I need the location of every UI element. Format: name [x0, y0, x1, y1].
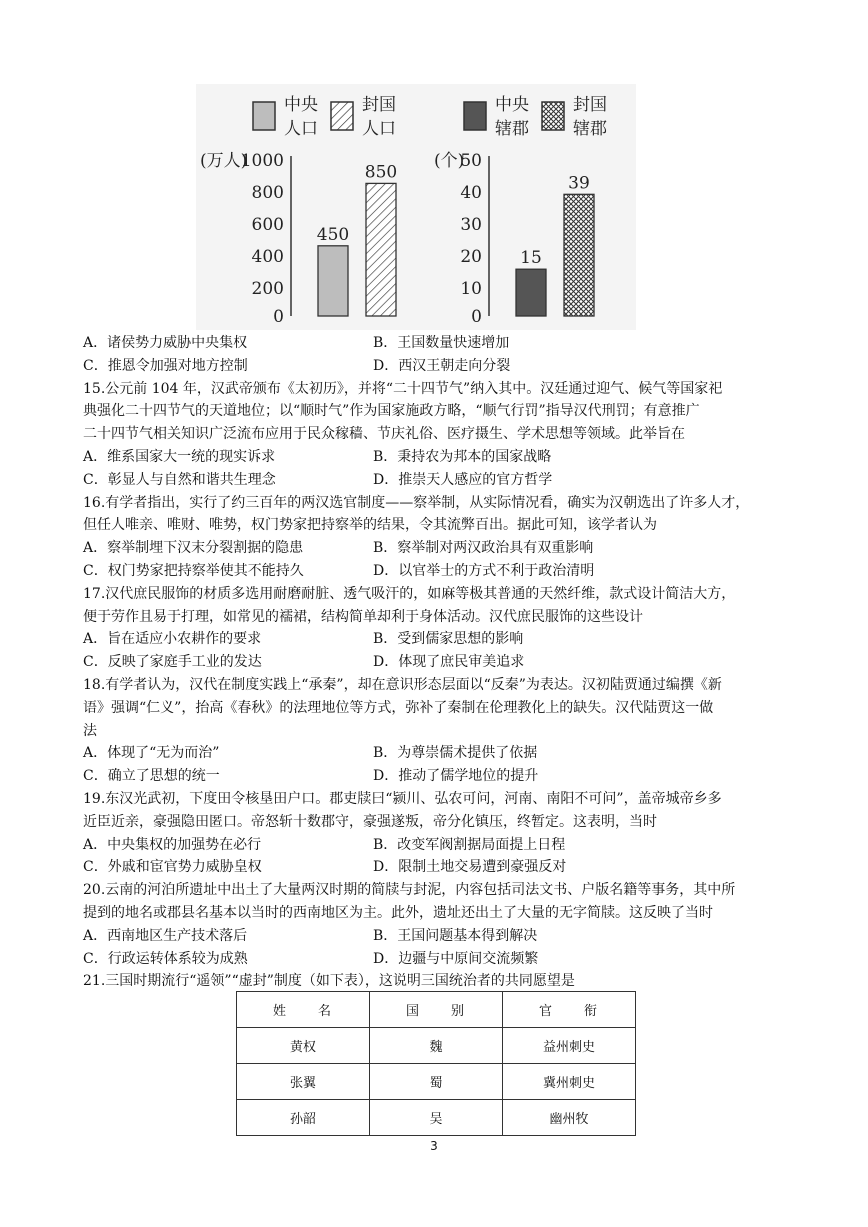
q17-stem-line1: 17.汉代庶民服饰的材质多选用耐磨耐脏、透气吸汗的，如麻等极其普通的天然纤维，款式设计简洁大方，: [83, 585, 736, 602]
chart2-tick-40: 40: [460, 183, 482, 203]
chart1-bar-fief-population: [366, 183, 396, 316]
q17-stem-line2: 便于劳作且易于打理，如常见的襦裙，结构简单却利于身体活动。汉代庶民服饰的这些设计: [83, 608, 643, 625]
q18-stem-line3: 法: [83, 722, 97, 739]
q15-stem-line1: 15.公元前 104 年，汉武帝颁布《太初历》，并将“二十四节气”纳入其中。汉廷通过迎气、候气等国家祀: [83, 380, 723, 397]
q19-options-row1: [83, 834, 793, 857]
table-cell-state: 吴: [370, 1100, 503, 1136]
table-cell-state: 魏: [370, 1028, 503, 1064]
q18-option-d[interactable]: D．推动了儒学地位的提升: [373, 768, 539, 785]
chart2-value-central: 15: [520, 248, 542, 269]
q20-stem-line2: 提到的地名或郡县名基本以当时的西南地区为主。此外，遗址还出土了大量的无字简牍。这反映了当时: [83, 904, 713, 921]
q18-option-a[interactable]: A．体现了“无为而治”: [83, 745, 220, 762]
q15-option-d[interactable]: D．推崇天人感应的官方哲学: [373, 471, 553, 488]
table-row: [237, 1100, 636, 1136]
population-and-commandery-charts: [196, 84, 636, 330]
legend-swatch-fief-commanderies: [542, 102, 564, 130]
legend-label-fief-population-2: 人口: [362, 119, 396, 139]
table-cell-title: 幽州牧: [503, 1100, 636, 1136]
chart2-tick-10: 10: [460, 279, 482, 299]
chart1-value-fief: 850: [364, 162, 398, 183]
chart1-tick-600: 600: [251, 215, 284, 235]
q16-options-row2: [83, 560, 793, 583]
q14-option-a[interactable]: A．诸侯势力威胁中央集权: [83, 335, 248, 351]
legend-swatch-central-population: [253, 102, 275, 130]
q21-stem-line1: 21.三国时期流行“遥领”“虚封”制度（如下表），这说明三国统治者的共同愿望是: [83, 973, 575, 990]
q17-options-row2: [83, 651, 793, 674]
q14-options-row2: [83, 355, 793, 378]
charts-svg: [196, 84, 636, 330]
q20-stem-line1: 20.云南的河泊所遗址中出土了大量两汉时期的简牍与封泥，内容包括司法文书、户版名籍等事务，其中所: [83, 882, 736, 899]
page-number: 3: [430, 1139, 438, 1153]
q19-option-c[interactable]: C．外戚和宦官势力威胁皇权: [83, 859, 262, 876]
q17-option-a[interactable]: A．旨在适应小农耕作的要求: [83, 631, 262, 648]
q21-table: [236, 991, 636, 1136]
table-header-title: 官 衔: [503, 992, 636, 1028]
q15-option-b[interactable]: B．秉持农为邦本的国家战略: [373, 448, 552, 465]
legend-label-central-population-1: 中央: [284, 95, 318, 115]
q17-option-c[interactable]: C．反映了家庭手工业的发达: [83, 654, 262, 671]
q20-options-row1: [83, 925, 793, 948]
table-header-row: [237, 992, 636, 1028]
q20-option-d[interactable]: D．边疆与中原间交流频繁: [373, 950, 539, 967]
chart1-tick-400: 400: [251, 247, 284, 267]
q19-stem-line2: 近臣近亲，豪强隐田匿口。帝怒斩十数郡守，豪强遂叛，帝分化镇压，终暂定。这表明，当时: [83, 813, 657, 830]
q19-option-d[interactable]: D．限制土地交易遭到豪强反对: [373, 859, 567, 876]
q16-stem-line2: 但任人唯亲、唯财、唯势，权门势家把持察举的结果，令其流弊百出。据此可知，该学者认为: [83, 517, 657, 534]
q18-stem-line1: 18.有学者认为，汉代在制度实践上“承秦”，却在意识形态层面以“反秦”为表达。汉初陆贾通过编撰《新: [83, 676, 722, 693]
q18-options-row1: [83, 742, 793, 765]
q16-option-a[interactable]: A．察举制埋下汉末分裂割据的隐患: [83, 540, 304, 557]
q18-options-row2: [83, 765, 793, 788]
chart1-value-central: 450: [316, 224, 350, 245]
q16-option-c[interactable]: C．权门势家把持察举使其不能持久: [83, 562, 304, 579]
table-header-state: 国 别: [370, 992, 503, 1028]
chart1-bar-central-population: [318, 246, 348, 316]
legend-label-central-commanderies-2: 辖郡: [495, 119, 529, 139]
questions-body: [83, 332, 793, 993]
q15-option-a[interactable]: A．维系国家大一统的现实诉求: [83, 448, 276, 465]
chart1-tick-200: 200: [251, 279, 284, 299]
q15-option-c[interactable]: C．彰显人与自然和谐共生理念: [83, 471, 276, 488]
legend-swatch-central-commanderies: [464, 102, 486, 130]
q18-stem-line2: 语》强调“仁义”，抬高《春秋》的法理地位等方式，弥补了秦制在伦理教化上的缺失。汉代陆贾这一做: [83, 699, 714, 716]
chart2-tick-20: 20: [460, 247, 482, 267]
chart2-tick-50: 50: [460, 151, 482, 171]
table-cell-name: 黄权: [237, 1028, 370, 1064]
q19-options-row2: [83, 856, 793, 879]
q15-stem-line2: 典强化二十四节气的天道地位；以“顺时气”作为国家施政方略，“顺气行罚”指导汉代刑罚；有意推广: [83, 403, 700, 420]
legend-label-central-commanderies-1: 中央: [495, 95, 529, 115]
q21-table-wrapper: [236, 991, 636, 1136]
q17-option-d[interactable]: D．体现了庶民审美追求: [373, 654, 525, 671]
table-row: [237, 1028, 636, 1064]
q15-options-row1: [83, 446, 793, 469]
q16-option-d[interactable]: D．以官举士的方式不利于政治清明: [373, 562, 595, 579]
q17-option-b[interactable]: B．受到儒家思想的影响: [373, 631, 524, 648]
chart2-tick-30: 30: [460, 215, 482, 235]
chart1-tick-0: 0: [273, 307, 284, 327]
table-cell-title: 益州刺史: [503, 1028, 636, 1064]
chart2-bar-fief-commanderies: [564, 194, 594, 316]
q14-options-row1: [83, 332, 793, 355]
legend-label-fief-population-1: 封国: [362, 95, 396, 115]
q20-options-row2: [83, 948, 793, 971]
legend-swatch-fief-population: [331, 102, 353, 130]
q14-option-d[interactable]: D．西汉王朝走向分裂: [373, 357, 511, 374]
q20-option-c[interactable]: C．行政运转体系较为成熟: [83, 950, 248, 967]
chart2-tick-0: 0: [471, 307, 482, 327]
legend-label-fief-commanderies-2: 辖郡: [573, 119, 607, 139]
table-cell-name: 孙韶: [237, 1100, 370, 1136]
q19-stem-line1: 19.东汉光武初，下度田令核垦田户口。郡吏牍曰“颍川、弘农可问，河南、南阳不可问”，盖帝城帝乡多: [83, 790, 722, 807]
q20-option-b[interactable]: B．王国问题基本得到解决: [373, 927, 538, 944]
q19-option-b[interactable]: B．改变军阀割据局面提上日程: [373, 836, 566, 853]
table-row: [237, 1064, 636, 1100]
chart1-tick-800: 800: [251, 183, 284, 203]
chart2-value-fief: 39: [568, 173, 590, 194]
q20-option-a[interactable]: A．西南地区生产技术落后: [83, 927, 248, 944]
q19-option-a[interactable]: A．中央集权的加强势在必行: [83, 836, 262, 853]
table-cell-name: 张翼: [237, 1064, 370, 1100]
q18-option-b[interactable]: B．为尊崇儒术提供了依据: [373, 745, 538, 762]
q14-option-b[interactable]: B．王国数量快速增加: [373, 335, 510, 351]
table-header-name: 姓 名: [237, 992, 370, 1028]
table-cell-state: 蜀: [370, 1064, 503, 1100]
q16-options-row1: [83, 537, 793, 560]
table-cell-title: 冀州刺史: [503, 1064, 636, 1100]
chart2-bar-central-commanderies: [516, 269, 546, 316]
q16-option-b[interactable]: B．察举制对两汉政治具有双重影响: [373, 540, 594, 557]
q14-option-c[interactable]: C．推恩令加强对地方控制: [83, 357, 248, 374]
q15-options-row2: [83, 469, 793, 492]
chart1-tick-1000: 1000: [240, 151, 284, 171]
legend-label-central-population-2: 人口: [284, 119, 318, 139]
chart2-y-unit: (个): [434, 151, 465, 171]
q15-stem-line3: 二十四节气相关知识广泛流布应用于民众稼穑、节庆礼俗、医疗摄生、学术思想等领域。此举旨在: [83, 426, 685, 443]
q16-stem-line1: 16.有学者指出，实行了约三百年的两汉选官制度——察举制，从实际情况看，确实为汉朝选出了许多人才，: [83, 494, 750, 511]
q17-options-row1: [83, 628, 793, 651]
chart1-y-unit: (万人): [200, 151, 248, 171]
q18-option-c[interactable]: C．确立了思想的统一: [83, 768, 220, 785]
legend-label-fief-commanderies-1: 封国: [573, 95, 607, 115]
